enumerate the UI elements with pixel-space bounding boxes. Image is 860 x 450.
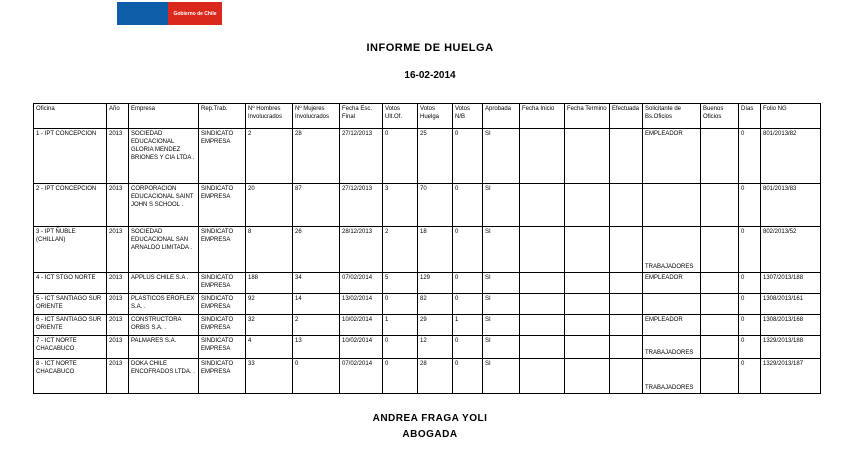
column-header: Rep.Trab. <box>199 104 246 129</box>
table-cell: TRABAJADORES <box>643 336 701 359</box>
table-cell: SINDICATO EMPRESA <box>199 129 246 184</box>
table-row <box>34 184 821 227</box>
table-cell: 0 <box>739 273 761 294</box>
table-cell: 0 <box>383 336 418 359</box>
table-cell: 1 <box>453 315 483 336</box>
column-header: Solicitante de Bs.Oficios <box>643 104 701 129</box>
table-row <box>34 129 821 184</box>
table-row <box>34 227 821 273</box>
table-cell <box>565 184 610 227</box>
column-header: Buenos Oficios <box>701 104 739 129</box>
table-cell <box>520 129 565 184</box>
table-cell: 2013 <box>107 336 129 359</box>
table-cell: DOKA CHILE ENCOFRADOS LTDA. . <box>129 359 199 394</box>
table-cell: TRABAJADORES <box>643 227 701 273</box>
table-cell: 4 - ICT STGO NORTE <box>34 273 107 294</box>
table-cell <box>701 315 739 336</box>
table-cell <box>701 184 739 227</box>
table-cell: 0 <box>739 227 761 273</box>
table-cell: APPLUS CHILE S.A . <box>129 273 199 294</box>
table-cell: 82 <box>418 294 453 315</box>
table-cell: 13 <box>293 336 340 359</box>
table-cell <box>565 294 610 315</box>
table-cell <box>701 273 739 294</box>
column-header: Votos Ult.Of. <box>383 104 418 129</box>
column-header: Votos N/B <box>453 104 483 129</box>
table-cell: SINDICATO EMPRESA <box>199 315 246 336</box>
table-row <box>34 359 821 394</box>
table-cell: EMPLEADOR <box>643 129 701 184</box>
table-row <box>34 294 821 315</box>
table-cell: 92 <box>246 294 293 315</box>
table-cell: 0 <box>383 294 418 315</box>
table-cell: SINDICATO EMPRESA <box>199 184 246 227</box>
table-body <box>34 129 821 394</box>
table-cell: SINDICATO EMPRESA <box>199 227 246 273</box>
table-cell <box>520 273 565 294</box>
table-cell <box>565 336 610 359</box>
signature-block <box>0 413 860 440</box>
table-cell <box>520 184 565 227</box>
logo-text: Gobierno de Chile <box>173 10 217 17</box>
table-cell: SINDICATO EMPRESA <box>199 273 246 294</box>
table-cell: 0 <box>293 359 340 394</box>
table-cell: 18 <box>418 227 453 273</box>
table-cell <box>565 273 610 294</box>
table-cell: 28 <box>418 359 453 394</box>
table-cell: 0 <box>453 294 483 315</box>
table-cell: 129 <box>418 273 453 294</box>
table-cell: 20 <box>246 184 293 227</box>
signature-name: ANDREA FRAGA YOLI <box>372 413 488 424</box>
table-cell: 0 <box>739 294 761 315</box>
table-cell: SINDICATO EMPRESA <box>199 294 246 315</box>
table-cell: SI <box>483 227 520 273</box>
column-header: Nº Hombres Involucrados <box>246 104 293 129</box>
table-cell: SI <box>483 273 520 294</box>
table-cell: 0 <box>739 359 761 394</box>
column-header: Nº Mujeres Involucrados <box>293 104 340 129</box>
table-cell <box>701 129 739 184</box>
table-cell <box>520 294 565 315</box>
table-cell: PALMARES S.A. <box>129 336 199 359</box>
table-cell: 0 <box>453 336 483 359</box>
table-cell: 5 <box>383 273 418 294</box>
table-cell: SOCIEDAD EDUCACIONAL GLORIA MENDEZ BRIONES Y CIA LTDA . <box>129 129 199 184</box>
table-cell: SI <box>483 184 520 227</box>
table-cell: 2 - IPT CONCEPCION <box>34 184 107 227</box>
table-cell: SI <box>483 315 520 336</box>
table-cell: 6 - ICT SANTIAGO SUR ORIENTE <box>34 315 107 336</box>
table-cell: 1 <box>383 315 418 336</box>
table-cell: 1308/2013/161 <box>761 294 821 315</box>
table-cell: 0 <box>739 336 761 359</box>
table-cell: 0 <box>453 273 483 294</box>
table-cell: 0 <box>453 227 483 273</box>
table-cell: SI <box>483 359 520 394</box>
table-cell: EMPLEADOR <box>643 315 701 336</box>
table-cell: 3 - IPT ÑUBLE (CHILLAN) <box>34 227 107 273</box>
column-header: Fecha Inicio <box>520 104 565 129</box>
gobierno-de-chile-logo <box>117 2 222 25</box>
table-cell <box>565 227 610 273</box>
table-cell <box>701 227 739 273</box>
table-cell <box>610 184 643 227</box>
column-header: Empresa <box>129 104 199 129</box>
table-row <box>34 315 821 336</box>
table-cell <box>610 294 643 315</box>
column-header: Fecha Termino <box>565 104 610 129</box>
column-header: Año <box>107 104 129 129</box>
column-header: Folio NG <box>761 104 821 129</box>
table-cell: 2013 <box>107 294 129 315</box>
table-cell: 1329/2013/188 <box>761 336 821 359</box>
report-date: 16-02-2014 <box>404 70 456 81</box>
table-cell: 188 <box>246 273 293 294</box>
table-cell: 0 <box>739 129 761 184</box>
table-cell: 34 <box>293 273 340 294</box>
table-cell: SINDICATO EMPRESA <box>199 359 246 394</box>
table-cell <box>520 336 565 359</box>
table-cell: 07/02/2014 <box>340 273 383 294</box>
table-cell <box>565 315 610 336</box>
table-cell <box>610 336 643 359</box>
table-cell: 2 <box>293 315 340 336</box>
table-cell <box>610 129 643 184</box>
logo-flag-red-block <box>168 2 222 25</box>
table-cell <box>520 359 565 394</box>
table-cell: 2013 <box>107 184 129 227</box>
table-cell: 2013 <box>107 273 129 294</box>
table-cell: SINDICATO EMPRESA <box>199 336 246 359</box>
table-cell <box>565 359 610 394</box>
table-cell: 10/02/2014 <box>340 336 383 359</box>
table-cell: 14 <box>293 294 340 315</box>
table-cell <box>701 359 739 394</box>
table-cell: 2013 <box>107 315 129 336</box>
report-title: INFORME DE HUELGA <box>366 42 494 54</box>
table-cell <box>701 294 739 315</box>
table-cell: 27/12/2013 <box>340 184 383 227</box>
table-cell: 1308/2013/168 <box>761 315 821 336</box>
table-cell: SI <box>483 336 520 359</box>
table-cell: 2 <box>383 227 418 273</box>
table-cell <box>610 315 643 336</box>
table-row <box>34 273 821 294</box>
table-cell: 12 <box>418 336 453 359</box>
table-cell: 801/2013/82 <box>761 129 821 184</box>
table-cell: 33 <box>246 359 293 394</box>
column-header: Días <box>739 104 761 129</box>
table-cell: 07/02/2014 <box>340 359 383 394</box>
signature-role: ABOGADA <box>402 429 458 440</box>
table-cell: 0 <box>383 129 418 184</box>
column-header: Oficina <box>34 104 107 129</box>
table-cell: 2013 <box>107 359 129 394</box>
table-cell: 3 <box>383 184 418 227</box>
table-cell: 28/12/2013 <box>340 227 383 273</box>
table-cell <box>701 336 739 359</box>
table-cell: 87 <box>293 184 340 227</box>
table-cell: 4 <box>246 336 293 359</box>
table-cell: 29 <box>418 315 453 336</box>
table-cell: 802/2013/52 <box>761 227 821 273</box>
table-cell: SOCIEDAD EDUCACIONAL SAN ARNALDO LIMITADA . <box>129 227 199 273</box>
table-cell <box>643 294 701 315</box>
table-cell: 27/12/2013 <box>340 129 383 184</box>
column-header: Aprobada <box>483 104 520 129</box>
table-cell: 2013 <box>107 227 129 273</box>
table-cell: 801/2013/83 <box>761 184 821 227</box>
table-cell: TRABAJADORES <box>643 359 701 394</box>
table-cell: CORPORACION EDUCACIONAL SAINT JOHN S SCHOOL . <box>129 184 199 227</box>
table-cell: SI <box>483 294 520 315</box>
table-cell: PLASTICOS EROFLEX S.A. . <box>129 294 199 315</box>
table-cell: 26 <box>293 227 340 273</box>
table-cell <box>520 315 565 336</box>
table-cell: CONSTRUCTORA ORBIS S.A. . <box>129 315 199 336</box>
table-cell: SI <box>483 129 520 184</box>
table-cell: 2 <box>246 129 293 184</box>
table-cell: 28 <box>293 129 340 184</box>
table-cell: 0 <box>453 129 483 184</box>
table-cell: 1307/2013/188 <box>761 273 821 294</box>
table-cell: 0 <box>739 315 761 336</box>
table-header <box>34 104 821 129</box>
column-header: Votos Huelga <box>418 104 453 129</box>
huelga-table <box>33 103 821 394</box>
column-header: Fecha Esc. Final <box>340 104 383 129</box>
table-cell: 8 - ICT NORTE CHACABUCO <box>34 359 107 394</box>
column-header: Efectuada <box>610 104 643 129</box>
table-cell: 13/02/2014 <box>340 294 383 315</box>
table-cell: 1329/2013/187 <box>761 359 821 394</box>
table-cell <box>643 184 701 227</box>
table-cell: 10/02/2014 <box>340 315 383 336</box>
table-cell: 0 <box>739 184 761 227</box>
table-cell <box>610 359 643 394</box>
table-cell: 2013 <box>107 129 129 184</box>
table-cell <box>520 227 565 273</box>
table-cell <box>565 129 610 184</box>
table-cell: 32 <box>246 315 293 336</box>
logo-flag-blue-block <box>117 2 168 25</box>
table-cell <box>610 227 643 273</box>
table-cell: 25 <box>418 129 453 184</box>
table-cell: 0 <box>383 359 418 394</box>
table-cell: 0 <box>453 359 483 394</box>
table-cell: EMPLEADOR <box>643 273 701 294</box>
table-cell: 5 - ICT SANTIAGO SUR ORIENTE <box>34 294 107 315</box>
table-cell: 0 <box>453 184 483 227</box>
table-cell: 8 <box>246 227 293 273</box>
table-row <box>34 336 821 359</box>
table-cell: 1 - IPT CONCEPCION <box>34 129 107 184</box>
table-cell: 7 - ICT NORTE CHACABUCO <box>34 336 107 359</box>
table-cell <box>610 273 643 294</box>
table-cell: 70 <box>418 184 453 227</box>
